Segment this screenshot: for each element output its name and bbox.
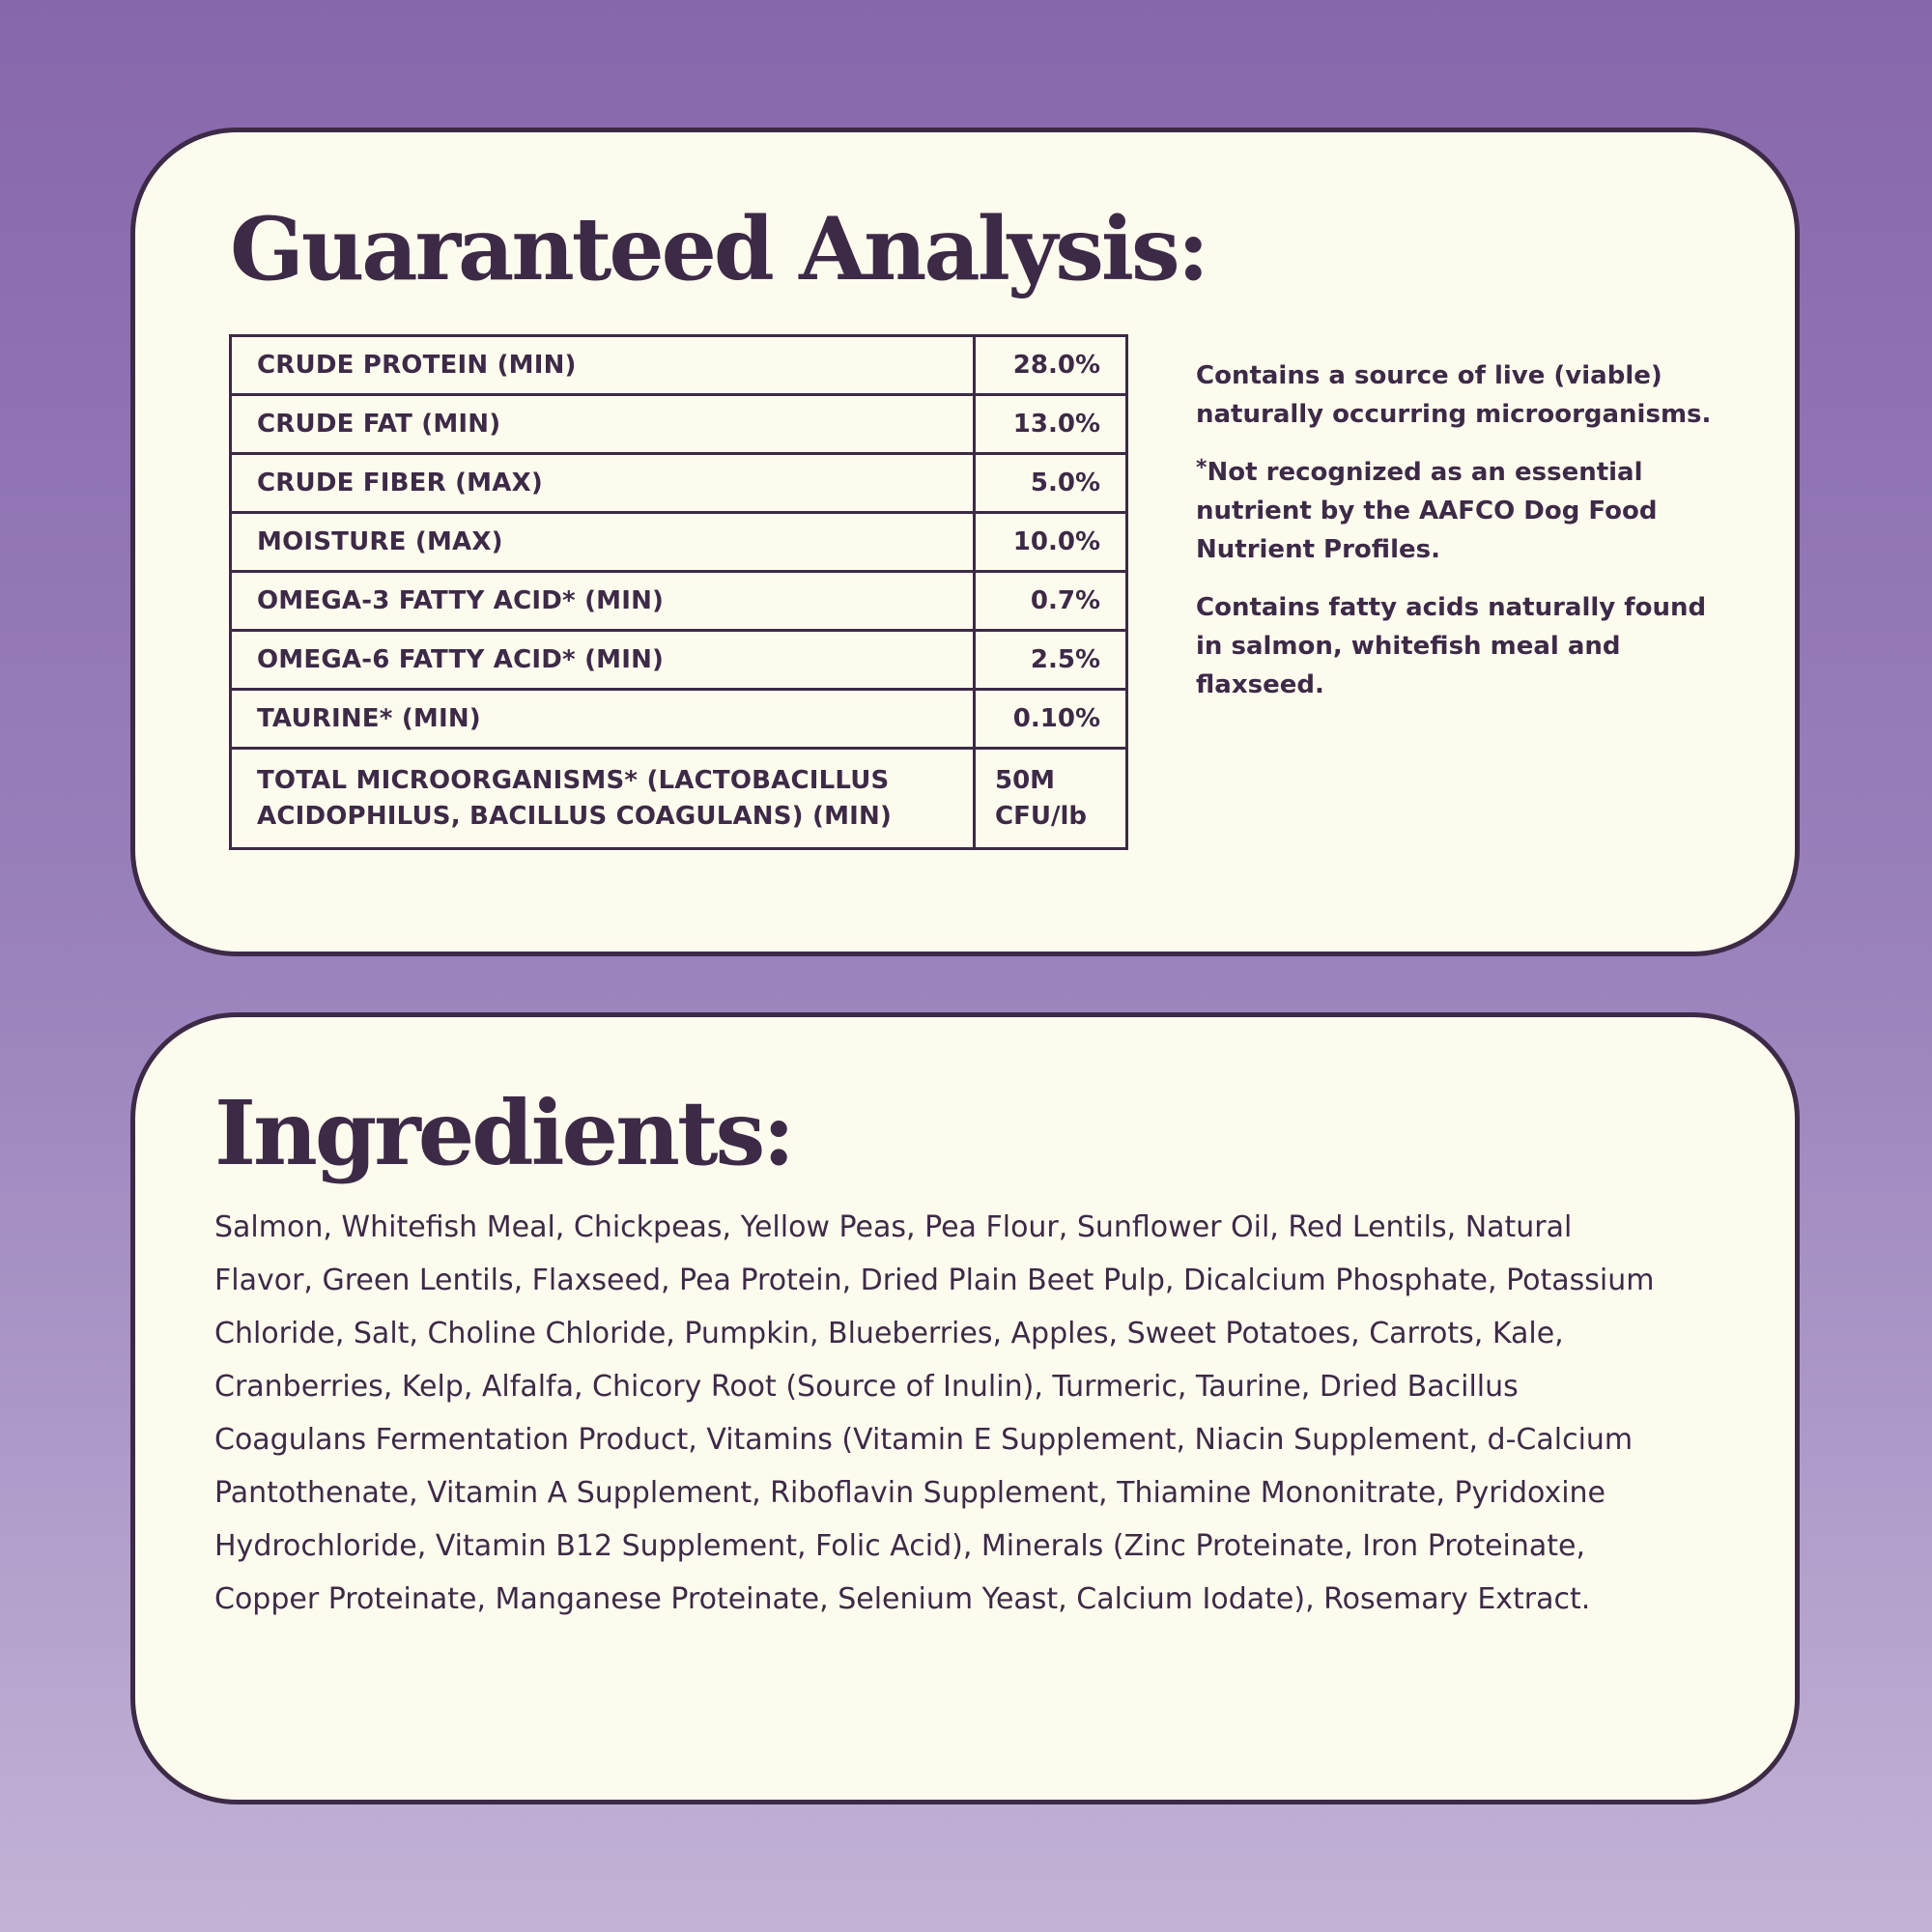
- nutrient-name: CRUDE FIBER (MAX): [231, 454, 975, 513]
- table-row: [231, 572, 1127, 631]
- not-recognized-note: [1196, 453, 1718, 569]
- nutrient-name: TOTAL MICROORGANISMS* (LACTOBACILLUS ACIDOPHILUS, BACILLUS COAGULANS) (MIN): [231, 749, 975, 849]
- nutrient-value: 2.5%: [975, 631, 1127, 690]
- table-row: [231, 749, 1127, 849]
- ingredients-list: Salmon, Whitefish Meal, Chickpeas, Yellow Peas, Pea Flour, Sunflower Oil, Red Lentils, Natural Flavor, Green Lentils, Flaxseed, Pea Protein, Dried Plain Beet Pulp, Dicalcium Phosphate, Potassium Chloride, Salt, Choline Chloride, Pumpkin, Blueberries, Apples, Sweet Potatoes, Carrots, Kale, Cranberries, Kelp, Alfalfa, Chicory Root (Source of Inulin), Turmeric, Taurine, Dried Bacillus Coagulans Fermentation Product, Vitamins (Vitamin E Supplement, Niacin Supplement, d-Calcium Pantothenate, Vitamin A Supplement, Riboflavin Supplement, Thiamine Mononitrate, Pyridoxine Hydrochloride, Vitamin B12 Supplement, Folic Acid), Minerals (Zinc Proteinate, Iron Proteinate, Copper Proteinate, Manganese Proteinate, Selenium Yeast, Calcium Iodate), Rosemary Extract.: [214, 1210, 1655, 1616]
- table-row: [231, 631, 1127, 690]
- nutrient-value: 10.0%: [975, 513, 1127, 572]
- analysis-notes: [1196, 356, 1718, 724]
- nutrient-name: CRUDE FAT (MIN): [231, 395, 975, 454]
- guaranteed-analysis-card: [130, 128, 1800, 956]
- table-row: [231, 336, 1127, 395]
- nutrient-value: 50M CFU/lb: [975, 749, 1127, 849]
- table-row: [231, 454, 1127, 513]
- not-recognized-text: Not recognized as an essential nutrient by the AAFCO Dog Food Nutrient Profiles.: [1196, 458, 1658, 564]
- nutrient-value: 0.10%: [975, 690, 1127, 749]
- asterisk-mark: *: [1196, 456, 1208, 480]
- table-row: [231, 395, 1127, 454]
- guaranteed-analysis-title: Guaranteed Analysis:: [230, 198, 1207, 300]
- nutrient-value: 5.0%: [975, 454, 1127, 513]
- table-row: [231, 690, 1127, 749]
- nutrient-value: 0.7%: [975, 572, 1127, 631]
- nutrient-value: 28.0%: [975, 336, 1127, 395]
- guaranteed-analysis-table: [229, 334, 1128, 850]
- live-microorganisms-note: Contains a source of live (viable) naturally occurring microorganisms.: [1196, 361, 1712, 429]
- nutrient-name: OMEGA-6 FATTY ACID* (MIN): [231, 631, 975, 690]
- nutrient-name: MOISTURE (MAX): [231, 513, 975, 572]
- nutrient-name: TAURINE* (MIN): [231, 690, 975, 749]
- table-row: [231, 513, 1127, 572]
- nutrient-name: OMEGA-3 FATTY ACID* (MIN): [231, 572, 975, 631]
- fatty-acids-note: Contains fatty acids naturally found in salmon, whitefish meal and flaxseed.: [1196, 593, 1707, 699]
- nutrient-name: CRUDE PROTEIN (MIN): [231, 336, 975, 395]
- ingredients-title: Ingredients:: [214, 1081, 793, 1185]
- nutrient-value: 13.0%: [975, 395, 1127, 454]
- ingredients-card: [130, 1012, 1800, 1804]
